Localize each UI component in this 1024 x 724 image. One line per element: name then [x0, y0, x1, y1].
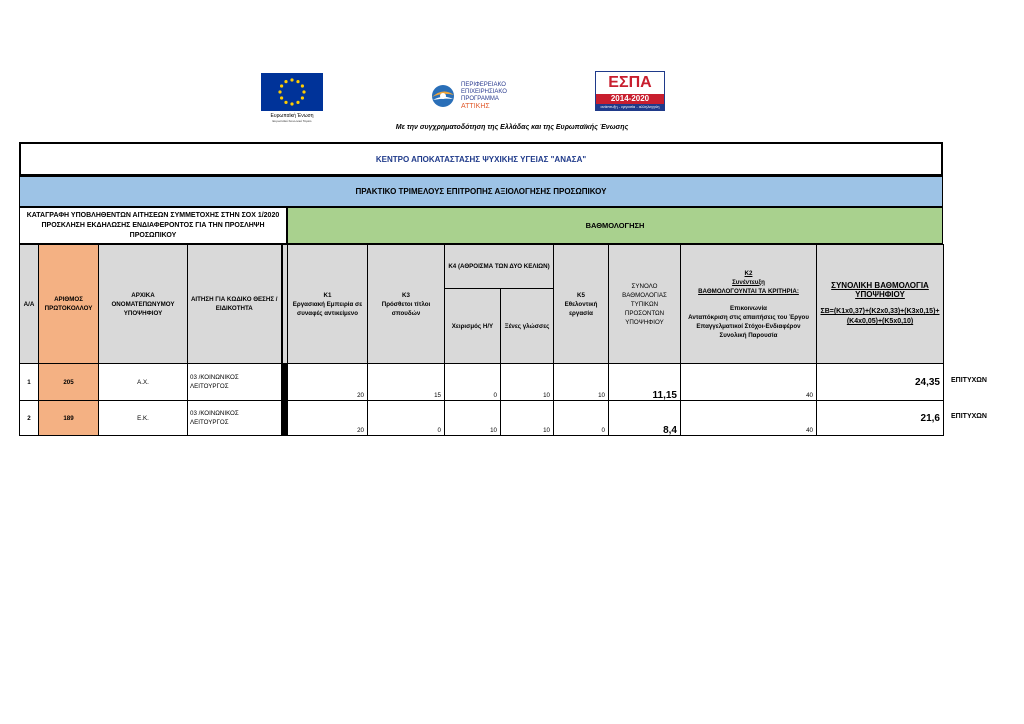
result-row-1: ΕΠΙΤΥΧΩΝ: [951, 377, 987, 384]
cell-k1: 20: [288, 364, 368, 401]
header-application: ΑΙΤΗΣΗ ΓΙΑ ΚΩΔΙΚΟ ΘΕΣΗΣ / ΕΙΔΙΚΟΤΗΤΑ: [188, 245, 282, 364]
header-aa: Α/Α: [20, 245, 39, 364]
cell-protocol: 205: [39, 364, 99, 401]
attica-line3: ΠΡΟΓΡΑΜΜΑ: [461, 96, 499, 102]
registry-title: ΚΑΤΑΓΡΑΦΗ ΥΠΟΒΛΗΘΕΝΤΩΝ ΑΙΤΗΣΕΩΝ ΣΥΜΜΕΤΟΧΗΣ ΣΤΗΝ ΣΟΧ 1/2020 ΠΡΟΣΚΛΗΣΗ ΕΚΔΗΛΩΣΗΣ ΕΝΔΙΑΦΕΡΟΝΤΟΣ ΓΙΑ ΤΗΝ ΠΡΟΣΛΗΨΗ ΠΡΟΣΩΠΙΚΟΥ: [19, 207, 287, 244]
cell-aa: 1: [20, 364, 39, 401]
header-k3: [368, 245, 445, 364]
header-k4a: Χειρισμός Η/Υ: [445, 289, 501, 364]
cell-initials: Ε.Κ.: [99, 401, 188, 436]
espa-tagline: ανάπτυξη - εργασία - αλληλεγγύη: [596, 104, 664, 110]
header-k2: [681, 245, 817, 364]
cell-application: 03 /ΚΟΙΝΩΝΙΚΟΣ ΛΕΙΤΟΥΡΓΟΣ: [188, 401, 282, 436]
header-protocol: ΑΡΙΘΜΟΣ ΠΡΩΤΟΚΟΛΛΟΥ: [39, 245, 99, 364]
header-k2-c1: Επικοινωνία: [730, 304, 767, 312]
header-k5-code: Κ5: [577, 291, 585, 299]
attica-line4: ΑΤΤΙΚΗΣ: [461, 103, 490, 110]
cell-k4b: 10: [501, 364, 554, 401]
eu-logo: [261, 73, 323, 123]
header-k2-c4: Συνολική Παρουσία: [719, 331, 778, 339]
attica-logo: [428, 81, 518, 111]
header-k4b: Ξένες γλώσσες: [501, 289, 554, 364]
espa-title: ΕΣΠΑ: [596, 72, 664, 94]
header-k1-code: Κ1: [323, 291, 332, 299]
cell-typical-sum: 8,4: [609, 401, 681, 436]
attica-text: [461, 82, 507, 110]
header-k2-interview: Συνέντευξη: [732, 278, 765, 286]
table-row: [20, 364, 944, 401]
center-title: ΚΕΝΤΡΟ ΑΠΟΚΑΤΑΣΤΑΣΗΣ ΨΥΧΙΚΗΣ ΥΓΕΙΑΣ "ΑΝΑΣΑ": [19, 142, 943, 176]
cell-k2: 40: [681, 401, 817, 436]
result-row-2: ΕΠΙΤΥΧΩΝ: [951, 413, 987, 420]
table-row: [20, 401, 944, 436]
header-k5-label: Εθελοντική εργασία: [564, 300, 598, 317]
header-total: [817, 245, 944, 364]
cell-k4a: 0: [445, 364, 501, 401]
header-typical-sum: ΣΥΝΟΛΟ ΒΑΘΜΟΛΟΓΙΑΣ ΤΥΠΙΚΩΝ ΠΡΟΣΟΝΤΩΝ ΥΠΟΨΗΦΙΟΥ: [609, 245, 681, 364]
attica-line2: ΕΠΙΧΕΙΡΗΣΙΑΚΟ: [461, 89, 507, 95]
cell-k4b: 10: [501, 401, 554, 436]
evaluation-table: [19, 244, 944, 436]
cell-k3: 15: [368, 364, 445, 401]
cell-k5: 10: [554, 364, 609, 401]
cell-total: 24,35: [817, 364, 944, 401]
cell-k5: 0: [554, 401, 609, 436]
cell-initials: Α.Χ.: [99, 364, 188, 401]
grading-title: ΒΑΘΜΟΛΟΓΗΣΗ: [287, 207, 943, 244]
cell-k3: 0: [368, 401, 445, 436]
cell-k2: 40: [681, 364, 817, 401]
header-total-title: ΣΥΝΟΛΙΚΗ ΒΑΘΜΟΛΟΓΙΑ ΥΠΟΨΗΦΙΟΥ: [831, 281, 929, 299]
header-k3-code: Κ3: [402, 291, 410, 299]
header-k2-criteria: ΒΑΘΜΟΛΟΓΟΥΝΤΑΙ ΤΑ ΚΡΙΤΗΡΙΑ:: [698, 287, 799, 295]
cell-protocol: 189: [39, 401, 99, 436]
eu-flag-icon: [261, 73, 323, 111]
cofinancing-note: Με την συγχρηματοδότηση της Ελλάδας και της Ευρωπαϊκής Ένωσης: [395, 124, 629, 131]
header-total-formula: ΣΒ=(Κ1x0,37)+(Κ2x0,33)+(Κ3x0,15)+(Κ4x0,05)+(Κ5x0,10): [820, 308, 940, 325]
cell-k4a: 10: [445, 401, 501, 436]
eu-subcaption: Ευρωπαϊκό Κοινωνικό Ταμείο: [272, 119, 312, 123]
espa-logo: [595, 71, 665, 111]
header-k2-code: Κ2: [744, 269, 753, 277]
header-k3-label: Πρόσθετοι τίτλοι σπουδών: [381, 300, 431, 317]
header-k5: [554, 245, 609, 364]
cell-total: 21,6: [817, 401, 944, 436]
cell-application: 03 /ΚΟΙΝΩΝΙΚΟΣ ΛΕΙΤΟΥΡΓΟΣ: [188, 364, 282, 401]
header-k4: Κ4 (ΑΘΡΟΙΣΜΑ ΤΩΝ ΔΥΟ ΚΕΛΙΩΝ): [445, 245, 554, 289]
cell-aa: 2: [20, 401, 39, 436]
header-initials: ΑΡΧΙΚΑ ΟΝΟΜΑΤΕΠΩΝΥΜΟΥ ΥΠΟΨΗΦΙΟΥ: [99, 245, 188, 364]
attica-swirl-icon: [428, 83, 458, 109]
cell-k1: 20: [288, 401, 368, 436]
header-k1: [288, 245, 368, 364]
header-k2-c3: Επαγγελματικοί Στόχοι-Ενδιαφέρον: [696, 322, 801, 330]
cell-typical-sum: 11,15: [609, 364, 681, 401]
header-k2-c2: Ανταπόκριση στις απαιτήσεις του Έργου: [688, 313, 809, 321]
header-k1-label: Εργασιακή Εμπειρία σε συναφές αντικείμενο: [292, 300, 363, 317]
committee-title: ΠΡΑΚΤΙΚΟ ΤΡΙΜΕΛΟΥΣ ΕΠΙΤΡΟΠΗΣ ΑΞΙΟΛΟΓΗΣΗΣ ΠΡΟΣΩΠΙΚΟΥ: [19, 176, 943, 207]
eu-caption: Ευρωπαϊκή Ένωση: [270, 113, 314, 119]
espa-years: 2014-2020: [596, 94, 664, 104]
attica-line1: ΠΕΡΙΦΕΡΕΙΑΚΟ: [461, 82, 506, 88]
